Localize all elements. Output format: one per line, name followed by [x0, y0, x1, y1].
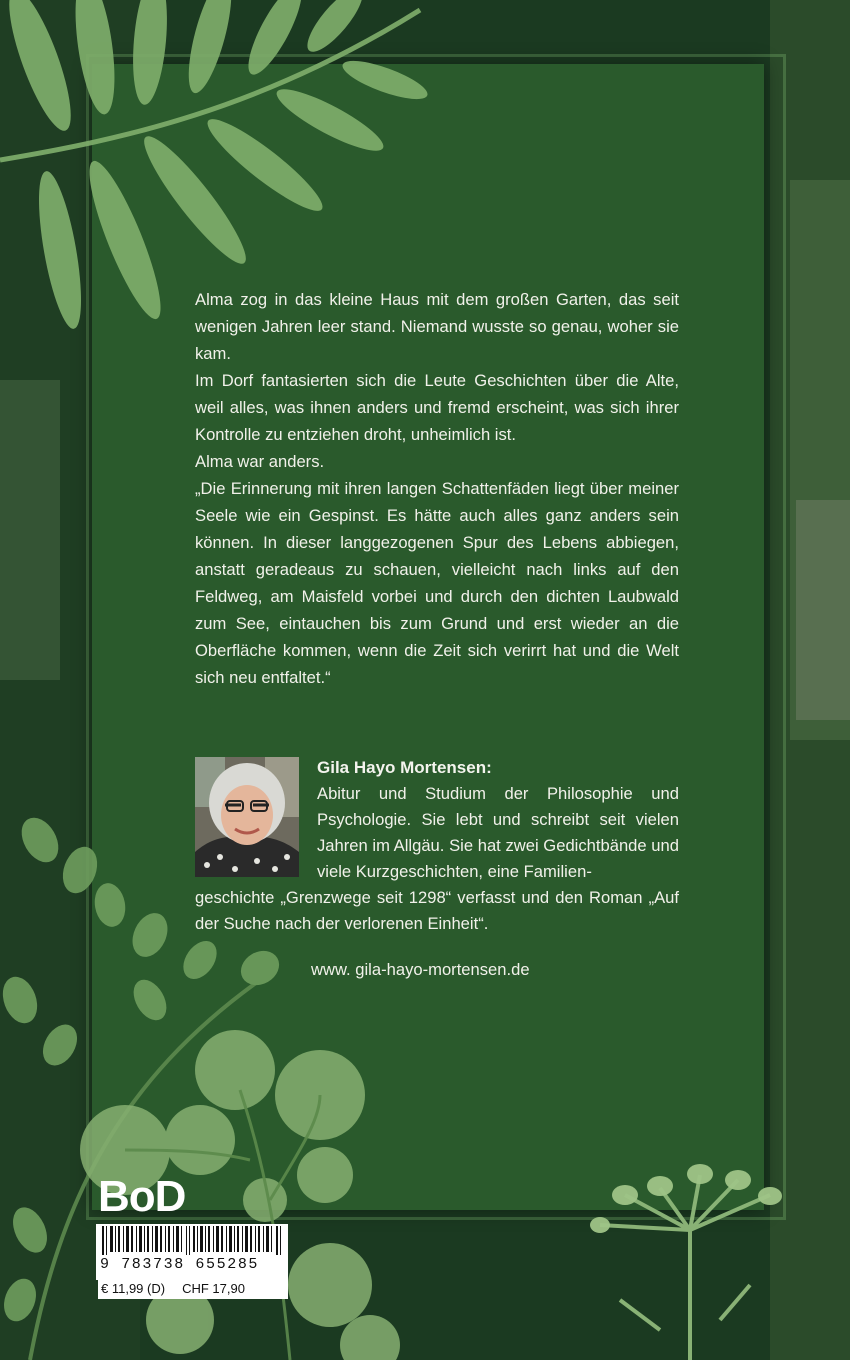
publisher-logo: BoD [98, 1172, 186, 1221]
author-bio-part: geschichte „Grenzwege seit 1298“ verfasst und den Roman „Auf der Suche nach der verlorenen Einheit“. [195, 888, 679, 933]
blurb-text [195, 286, 679, 691]
price-eur: € 11,99 (D) [101, 1281, 166, 1296]
author-bio [317, 781, 679, 885]
author-website: www. gila-hayo-mortensen.de [311, 960, 530, 979]
author-photo [195, 757, 299, 877]
isbn-number: 9 783738 655285 [100, 1255, 282, 1275]
blurb-paragraph: „Die Erinnerung mit ihren langen Schattenfäden liegt über meiner Seele wie ein Gespinst. Es hätte auch alles ganz anders sein können. In dieser langgezogenen Spur des Lebens abbiegen, anstatt geradeaus zu schauen, vielleicht nach links auf den Feldweg, am Maisfeld vorbei und durch den dichten Laubwald zum See, eintauchen bis zum Grund und erst wieder an die Oberfläche kommen, wenn die Zeit sich verirrt hat und die Welt sich neu entfaltet.“ [195, 479, 679, 687]
price-chf: CHF 17,90 [182, 1281, 245, 1296]
blurb-paragraph: Im Dorf fantasierten sich die Leute Geschichten über die Alte, weil alles, was ihnen anders und fremd erscheint, was sich ihrer Kontrolle zu entziehen droht, unheimlich ist. [195, 371, 679, 444]
barcode-bars [96, 1224, 288, 1256]
author-name: Gila Hayo Mortensen: [317, 758, 492, 777]
author-bio-part: Abitur und Studium der Philosophie und Psychologie. Sie lebt und schreibt seit vielen Jahren im Allgäu. Sie hat zwei Gedichtbände und viele Kurzgeschichten, eine Familien- [317, 784, 679, 881]
price-line [98, 1279, 288, 1299]
blurb-paragraph: Alma zog in das kleine Haus mit dem großen Garten, das seit wenigen Jahren leer stand. Niemand wusste so genau, woher sie kam. [195, 290, 679, 363]
author-bio-continued [195, 885, 679, 937]
blurb-paragraph: Alma war anders. [195, 452, 325, 471]
